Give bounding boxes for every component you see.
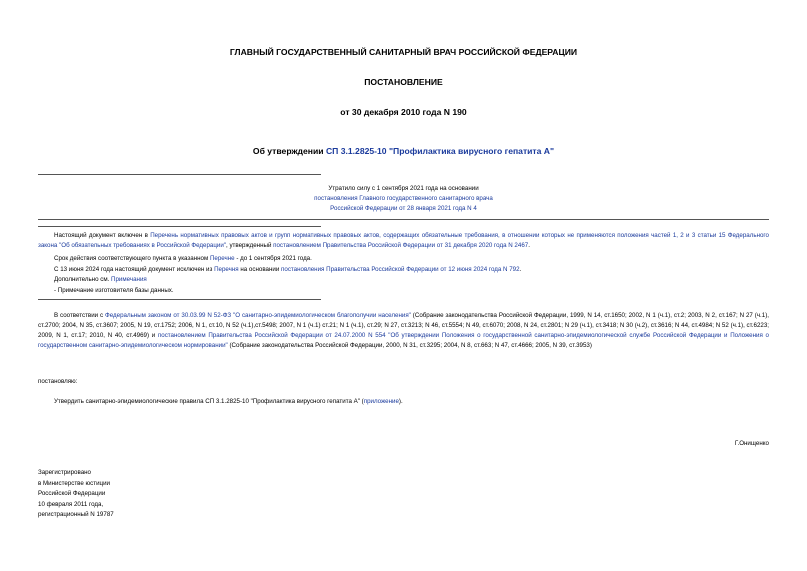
- divider: [38, 219, 769, 220]
- status-note: [0, 184, 807, 214]
- registration-line: в Министерстве юстиции: [38, 479, 111, 487]
- editor-note: [38, 254, 769, 264]
- editor-note: [38, 265, 769, 275]
- note-link[interactable]: Примечания: [111, 276, 147, 283]
- registration-line: Российской Федерации: [38, 490, 106, 497]
- divider: [38, 174, 321, 175]
- editor-note: - Примечание изготовителя базы данных.: [54, 287, 174, 294]
- title-link[interactable]: СП 3.1.2825-10 "Профилактика вирусного гепатита А": [325, 146, 555, 156]
- note-text: Дополнительно см.: [54, 276, 112, 283]
- registration-line: регистрационный N 19787: [38, 511, 114, 518]
- note-text: на основании: [238, 266, 282, 273]
- preamble-text: (Собрание законодательства Российской Федерации, 1999, N 14, ст.1650; 2002, N 1 (ч.1), ст.2; 2003, N 2, ст.167; N 27 (ч.1), ст.2700; 2004, N 35, ст.3607; 2005, N 19, ст.1752; 2006, N 1, ст.10, N 52 (ч.1),ст.5498; 2007, N 1 (ч.1) ст.21; N 1 (ч.1), ст.29; N 27, ст.3213; N 46, ст.5554; N 49, ст.6070; 2008, N 24, ст.2801; N 29 (ч.1), ст.3418; N 30 (ч.2), ст.3616; N 44, ст.4984; N 52 (ч.1), ст.6223; 2009, N 1, ст.17; 2010, N 40, ст.4969) и: [38, 312, 769, 339]
- resolution-text: ).: [398, 398, 403, 405]
- decree-word: постановляю:: [38, 378, 78, 385]
- note-link[interactable]: Перечня: [214, 266, 239, 273]
- registration-line: Зарегистрировано: [38, 469, 91, 476]
- note-link[interactable]: постановления Правительства Российской Федерации от 12 июня 2024 года N 792: [281, 266, 520, 273]
- note-text: Настоящий документ включен в: [54, 232, 151, 239]
- status-note-link[interactable]: постановления Главного государственного санитарного врача: [314, 195, 493, 202]
- document-title: [0, 146, 807, 156]
- note-text: - до 1 сентября 2021 года.: [234, 255, 312, 262]
- note-link[interactable]: Перечень нормативных правовых актов и групп нормативных правовых актов, содержащих обязательные требования, в отношении которых не применяются положения частей 1, 2 и 3 статьи 15 Федерального закона "Об обязательных требованиях в Российской Федерации": [38, 232, 769, 249]
- registration-block: [38, 468, 288, 521]
- resolution: [38, 397, 769, 407]
- editor-note: [38, 275, 769, 285]
- title-prefix: Об утверждении: [252, 146, 326, 156]
- divider: [38, 226, 321, 227]
- preamble-link[interactable]: Федеральным законом от 30.03.99 N 52-ФЗ "О санитарно-эпидемиологическом благополучии населения": [105, 312, 411, 319]
- registration-line: 10 февраля 2011 года,: [38, 500, 104, 508]
- preamble-link[interactable]: постановлением Правительства Российской Федерации от 24.07.2000 N 554 "Об утверждении Положения о государственной санитарно-эпидемиологической службе Российской Федерации и Положения о государственном санитарно-эпидемиологическом нормировании": [38, 332, 769, 349]
- signature: Г.Онищенко: [734, 440, 769, 447]
- status-note-line: Утратило силу с 1 сентября 2021 года на основании: [328, 185, 479, 192]
- editor-note: [38, 231, 769, 251]
- status-note-link[interactable]: Российской Федерации от 28 января 2021 года N 4: [330, 205, 477, 212]
- appendix-link[interactable]: приложение: [363, 398, 399, 405]
- note-text: .: [528, 242, 530, 249]
- note-text: Срок действия соответствующего пункта в указанном: [54, 255, 210, 262]
- resolution-text: Утвердить санитарно-эпидемиологические правила СП 3.1.2825-10 "Профилактика вирусного гепатита А" (: [54, 398, 364, 405]
- note-link[interactable]: Перечне: [209, 255, 235, 262]
- document-type: ПОСТАНОВЛЕНИЕ: [364, 77, 443, 87]
- note-text: .: [519, 266, 522, 273]
- divider: [38, 299, 321, 300]
- preamble: [38, 311, 769, 351]
- preamble-text: В соответствии с: [54, 312, 106, 319]
- issuing-authority: ГЛАВНЫЙ ГОСУДАРСТВЕННЫЙ САНИТАРНЫЙ ВРАЧ РОССИЙСКОЙ ФЕДЕРАЦИИ: [229, 47, 578, 57]
- note-text: С 13 июня 2024 года настоящий документ исключен из: [54, 266, 215, 273]
- note-text: , утвержденный: [226, 242, 274, 249]
- note-link[interactable]: постановлением Правительства Российской Федерации от 31 декабря 2020 года N 2467: [273, 242, 529, 249]
- document-date-number: от 30 декабря 2010 года N 190: [340, 107, 467, 117]
- preamble-text: (Собрание законодательства Российской Федерации, 2000, N 31, ст.3295; 2004, N 8, ст.663; N 47, ст.4666; 2005, N 39, ст.3953): [227, 342, 592, 349]
